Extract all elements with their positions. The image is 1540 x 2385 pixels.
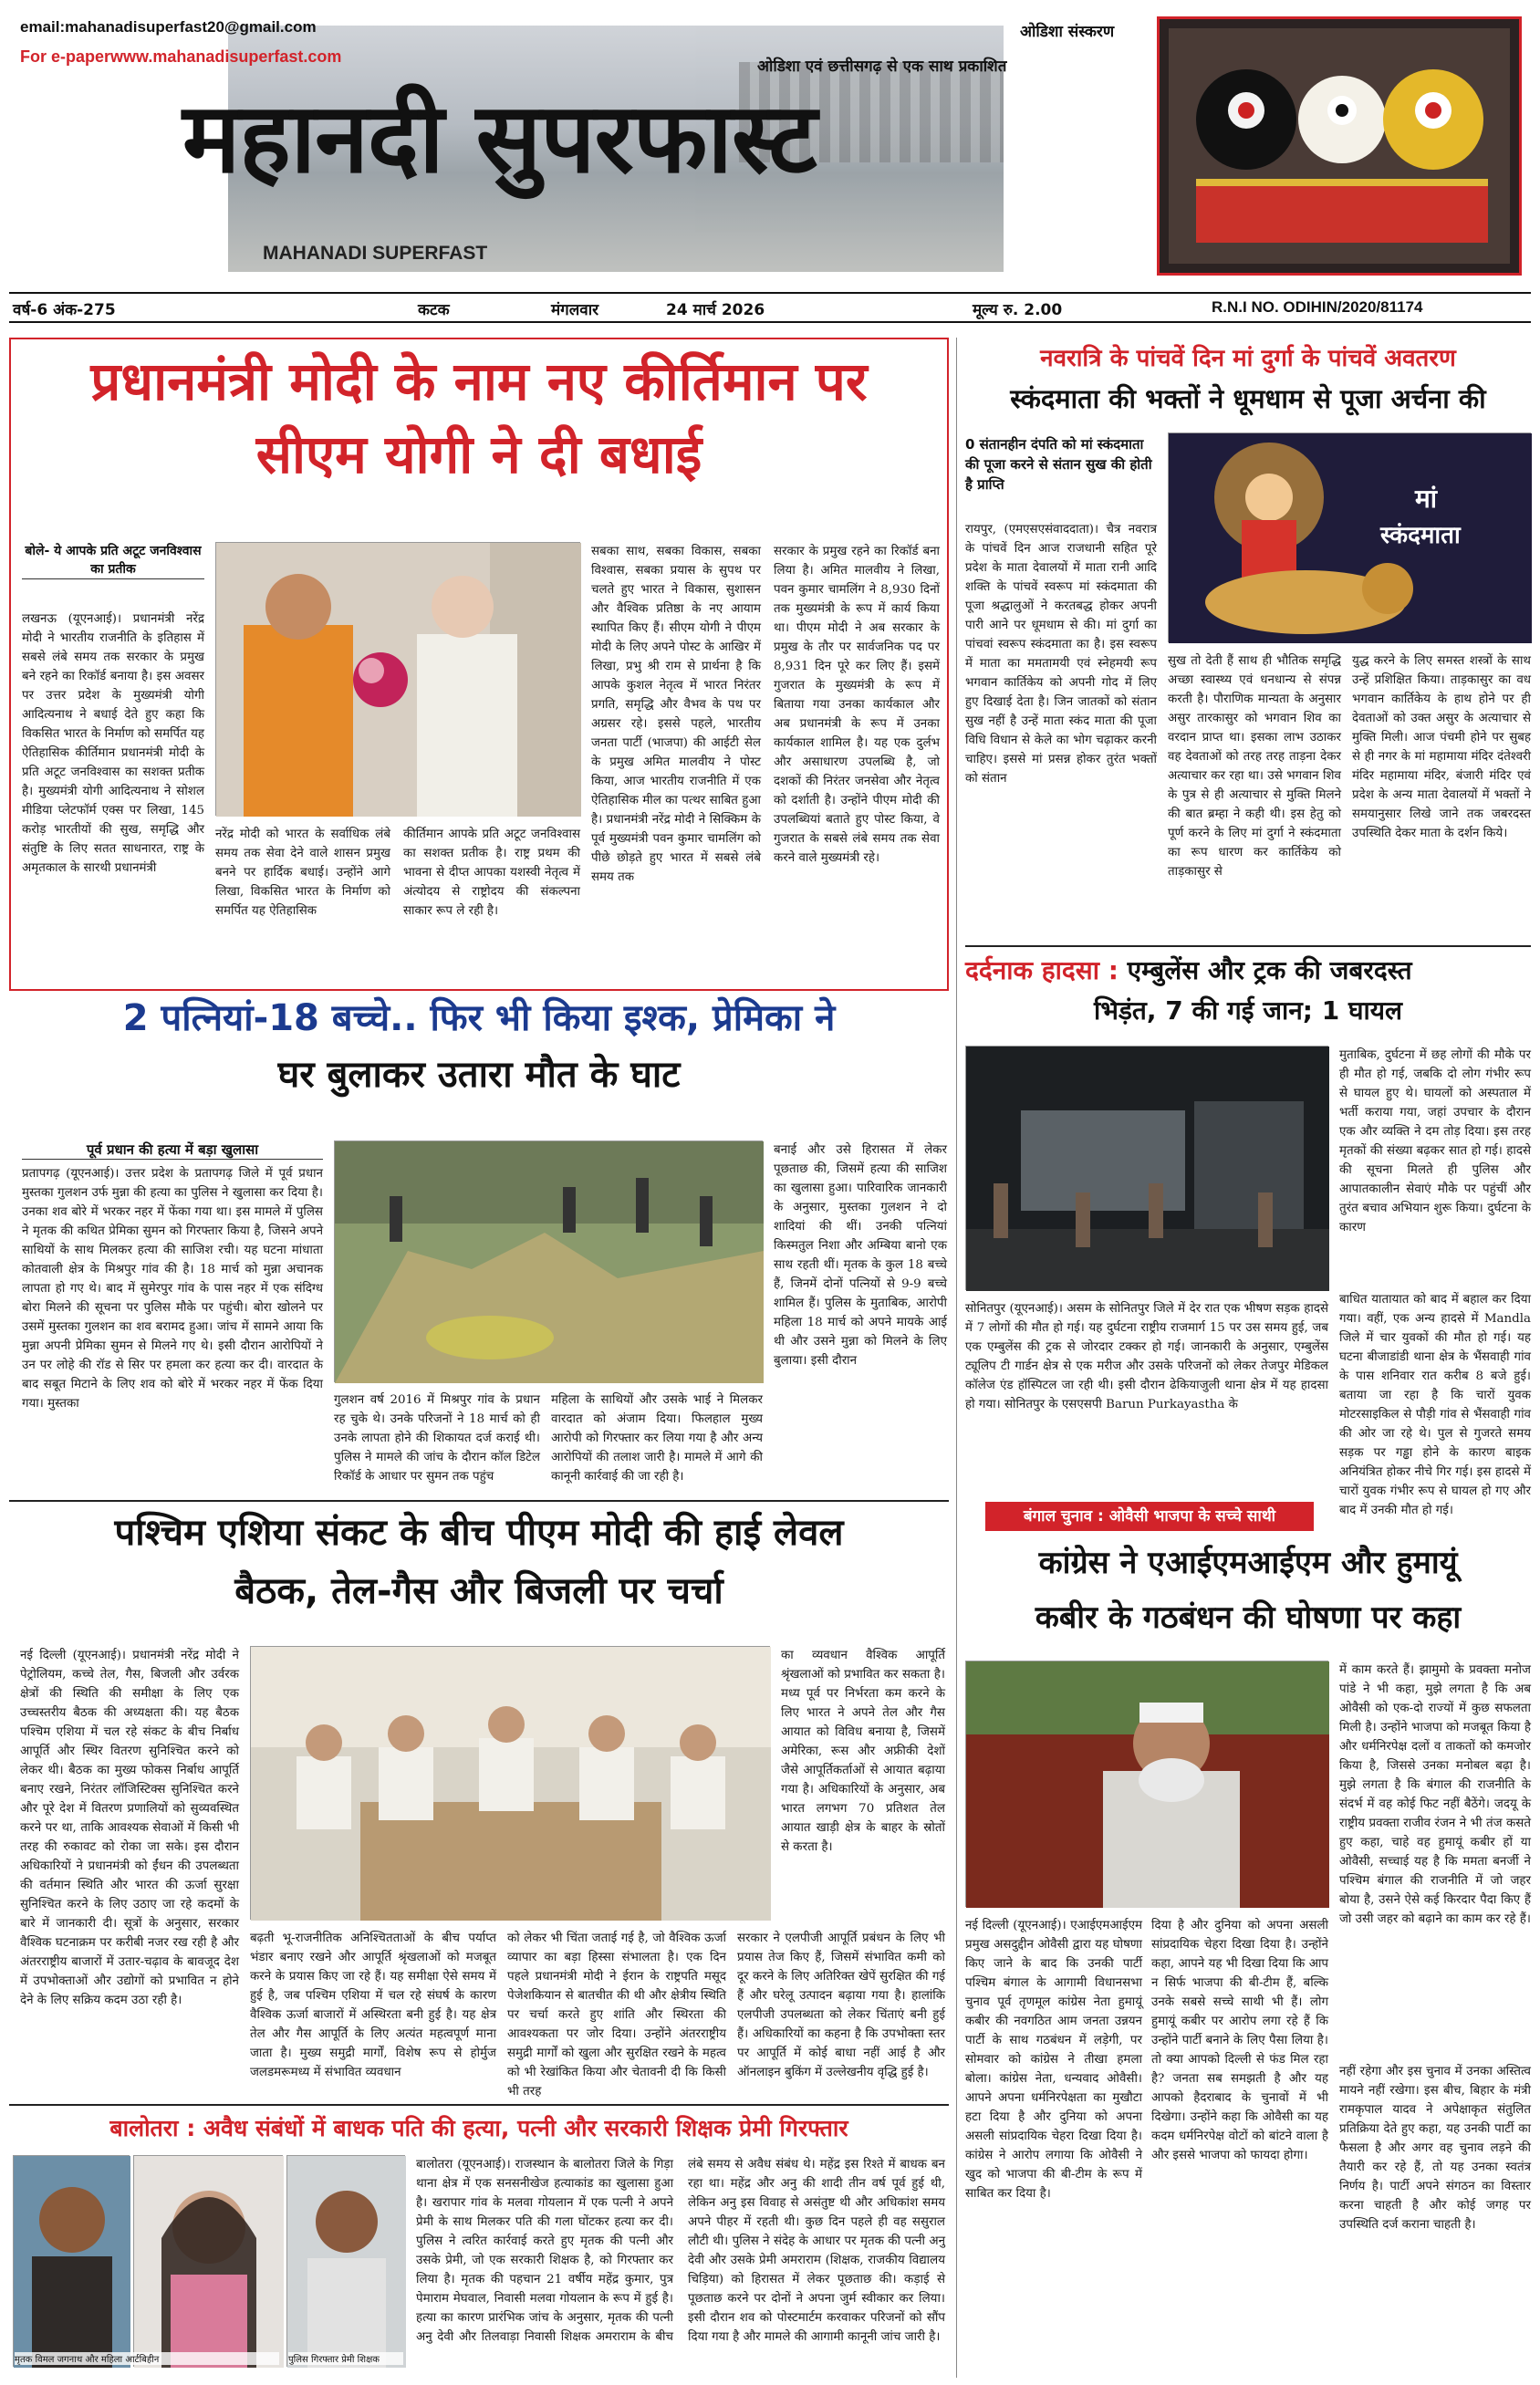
body-column: प्रतापगढ़ (यूएनआई)। उत्तर प्रदेश के प्रतापगढ़ जिले में पूर्व प्रधान मुस्तका गुलशन उर्फ मुन्ना की हत्या का पुलिस ने खुलासा कर दिया है। उनका शव बोरे में भरकर नहर में फेंका गया था। इस मामले में पुलिस ने मृतक की कथित प्रेमिका सुमन को गिरफ्तार किया है, जिसने अपने साथियों के साथ मिलकर हत्या की साजिश रची। यह घटना मांधाता कोतवाली क्षेत्र के मिश्रपुर गांव की है। 18 मार्च को मुन्ना अचानक लापता हो गए थे। बाद में सुमेरपुर गांव के पास नहर में एक संदिग्ध बोरा मिलने की सूचना पर पुलिस मौके पर पहुंची। बोरा खोलने पर उसमें मुस्तका गुलशन का शव बरामद हुआ। जांच में सामने आया कि मुन्ना अपनी प्रेमिका सुमन से मिलने गए थे। इसी दौरान आरोपियों ने उन पर लोहे की रॉड से सिर पर हमला कर हत्या कर दी। वारदात के बाद सबूत मिटाने के लिए शव को बोरे में भरकर नहर में फेंक दिया गया। मुस्तका [22,1167,323,1411]
image-caption: मां [1415,484,1437,514]
headline[interactable]: कांग्रेस ने एआईएमआईएम और हुमायूं [1038,1545,1458,1581]
column-divider [956,338,957,2378]
kicker: बोले- ये आपके प्रति अटूट जनविश्वास का प्रतीक [22,542,204,579]
body-column: रायपुर, (एमएसएसंवाददाता)। चैत्र नवरात्र के पांचवें दिन आज राजधानी सहित पूरे प्रदेश के माता देवालयों में माता रानी आदि शक्ति के पांचवें स्वरूप मां स्कंदमाता की पूजा श्रद्धालुओं ने करतबद्ध होकर अपनी पारी आने पर धूमधाम से की। मां दुर्गा का पांचवां स्वरूप स्कंदमाता का है। इस स्वरूप में माता का ममतामयी एवं स्नेहमयी रूप भगवान कार्तिकेय को अपनी गोद में लिए हुए दिखाई देता है। जिन जातकों को संतान सुख नहीं है उन्हें माता स्कंद माता की पूजा विधि विधान से केले का भोग चढ़ाकर करनी चाहिए। इससे मां प्रसन्न होकर तुरंत भक्तों को संतान [965,523,1157,786]
masthead [0,0,1540,319]
divider [965,945,1531,947]
image-caption: स्कंदमाता [1380,522,1461,549]
divider [9,2104,949,2106]
year-issue: वर्ष-6 अंक-275 [13,301,116,319]
masthead-published-in: ओडिशा एवं छत्तीसगढ़ से एक साथ प्रकाशित [757,57,1007,76]
masthead-jagannath-image [1157,16,1522,276]
body-column: महिला के साथियों और उसके भाई ने मिलकर वारदात को अंजाम दिया। फिलहाल मुख्य आरोपी को गिरफ्तार कर लिया गया है और अन्य आरोपियों की तलाश जारी है। मामले में आगे की कानूनी कार्रवाई की जा रही है। [551,1393,763,1484]
body-column: नरेंद्र मोदी को भारत के सर्वाधिक लंबे समय तक सेवा देने वाले शासन प्रमुख बनने पर हार्दिक बधाई। उन्होंने आगे लिखा, विकसित भारत के निर्माण को समर्पित यह ऐतिहासिक [215,828,390,918]
headline[interactable] [965,954,1531,987]
photo-owaisi [965,1661,1328,1907]
body-column: सोनितपुर (यूएनआई)। असम के सोनितपुर जिले में देर रात एक भीषण सड़क हादसे में 7 लोगों की मौत हो गई। यह दुर्घटना राष्ट्रीय राजमार्ग 15 पर उस समय हुई, जब एक एम्बुलेंस की ट्रक से जोरदार टक्कर हो गई। जानकारी के अनुसार, एम्बुलेंस ट्यूलिप टी गार्डन क्षेत्र से एक मरीज और उसके परिजनों को लेकर तेजपुर मेडिकल कॉलेज एंड हॉस्पिटल जा रही थी। इसी दौरान ढेकियाजुली थाना क्षेत्र में यह हादसा हो गया। सोनितपुर के एसएसपी Barun Purkayastha के [965,1302,1328,1411]
body-column: सुख तो देती हैं साथ ही भौतिक समृद्धि अच्छा स्वास्थ्य एवं धनधान्य से संपन्न करती है। पौराणिक मान्यता के अनुसार असुर तारकासुर को भगवान शिव का वरदान प्राप्त था। इसका लाभ उठाकर वह देवताओं को तरह तरह ताड़ना देकर अत्याचार कर रहा था। उसे भगवान शिव के पुत्र से ही अत्याचार से मुक्ति मिलने की बात ब्रम्हा ने कही थी। इस हेतु को पूर्ण करने के लिए मां दुर्गा ने स्कंदमाता का रूप धारण कर कार्तिकेय को ताड़कासुर से [1168,654,1341,879]
headline[interactable]: पश्चिम एशिया संकट के बीच पीएम मोदी की हाई लेवल [114,1512,844,1554]
body-column: का व्यवधान वैश्विक आपूर्ति श्रृंखलाओं को प्रभावित कर सकता है। मध्य पूर्व पर निर्भरता कम करने के लिए भारत ने अपने तेल और गैस आयात को विविध बनाया है, जिसमें अमेरिका, रूस और अफ्रीकी देशों जैसे आपूर्तिकर्ताओं से आयात बढ़ाया गया है। अधिकारियों के अनुसार, अब भारत लगभग 70 प्रतिशत तेल आयात खाड़ी क्षेत्र के बाहर के स्रोतों से करता है। [781,1649,945,1854]
body-column: मुताबिक, दुर्घटना में छह लोगों की मौके पर ही मौत हो गई, जबकि दो लोग गंभीर रूप से घायल हुए थे। घायलों को अस्पताल में भर्ती कराया गया, जहां उपचार के दौरान एक और व्यक्ति ने दम तोड़ दिया। इस तरह मृतकों की संख्या बढ़कर सात हो गई। हादसे की सूचना मिलते ही पुलिस और आपातकालीन सेवाएं मौके पर पहुंचीं और तुरंत बचाव अभियान शुरू किया। दुर्घटना के कारण [1339,1048,1531,1234]
headline[interactable]: 2 पत्नियां-18 बच्चे.. फिर भी किया इश्क, प्रेमिका ने [122,997,836,1039]
headline[interactable]: बालोतरा : अवैध संबंधों में बाधक पति की हत्या, पत्नी और सरकारी शिक्षक प्रेमी गिरफ्तार [109,2115,848,2141]
masthead-infobar [9,292,1531,323]
body-column: नई दिल्ली (यूएनआई)। एआईएमआईएम प्रमुख असदुद्दीन ओवैसी द्वारा यह घोषणा किए जाने के बाद कि उनकी पार्टी पश्चिम बंगाल के आगामी विधानसभा चुनाव पूर्व तृणमूल कांग्रेस नेता हुमायूं कबीर की नवगठित आम जनता उन्नयन पार्टी के साथ गठबंधन में लड़ेगी, पर सोमवार को कांग्रेस ने तीखा हमला बोला। कांग्रेस नेता, धन्यवाद ओवैसी। आपने अपना धर्मनिरपेक्षता का मुखौटा हटा दिया है और दुनिया को अपना असली सांप्रदायिक चेहरा दिखा दिया है। कांग्रेस ने आरोप लगाया कि ओवैसी ने खुद को भाजपा की बी-टीम के रूप में साबित कर दिया है। [965,1919,1142,2201]
body-column: युद्ध करने के लिए समस्त शस्त्रों के साथ उन्हें प्रशिक्षित किया। ताड़कासुर का वध भगवान कार्तिकेय के हाथ होने पर ही देवताओं को उक्त असुर के अत्याचार से मुक्ति मिली। आज पंचमी होने पर सुबह से ही नगर के मां महामाया मंदिर दंतेश्वरी मंदिर महामाया मंदिर, बंजारी मंदिर एवं प्रदेश के अन्य माता देवालयों में भक्तों ने समयानुसार लिखे जाने तक जबरदस्त उपस्थिति देकर माता के दर्शन किये। [1352,654,1531,840]
body-column: लखनऊ (यूएनआई)। प्रधानमंत्री नरेंद्र मोदी ने भारतीय राजनीति के इतिहास में सबसे लंबे समय तक सरकार के प्रमुख बने रहने का रिकॉर्ड बनाया है। इस अवसर पर उत्तर प्रदेश के मुख्यमंत्री योगी आदित्यनाथ ने बधाई देते हुए कहा कि विकसित भारत के निर्माण को समर्पित यह ऐतिहासिक कीर्तिमान प्रधानमंत्री मोदी के प्रति अटूट जनविश्वास का सशक्त प्रतीक है। मुख्यमंत्री योगी आदित्यनाथ ने सोशल मीडिया प्लेटफॉर्म एक्स पर लिखा, 145 करोड़ भारतीयों की सुख, समृद्धि और संतुष्टि के लिए सतत साधनारत, राष्ट्र के अमृतकाल के सारथी प्रधानमंत्री [22,612,204,875]
body-column: कीर्तिमान आपके प्रति अटूट जनविश्वास का सशक्त प्रतीक है। राष्ट्र प्रथम की भावना से दीप्त आपका यशस्वी नेतृत्व में अंत्योदय से राष्ट्रोदय की संकल्पना साकार रूप ले रही है। [403,828,580,918]
price: मूल्य रु. 2.00 [973,301,1063,319]
photo-crime-scene [334,1140,763,1382]
masthead-title-english: MAHANADI SUPERFAST [263,243,488,264]
story-bengal [965,1500,1531,2376]
masthead-email: email:mahanadisuperfast20@gmail.com [20,18,317,36]
story-balotra [9,2104,949,2374]
headline-line-2[interactable]: बैठक, तेल-गैस और बिजली पर चर्चा [234,1570,723,1612]
body-column: बनाई और उसे हिरासत में लेकर पूछताछ की, जिसमें हत्या की साजिश का खुलासा हुआ। पारिवारिक जानकारी के अनुसार, मुस्तका गुलशन ने दो शादियां की थीं। उनकी पत्नियां किस्मतुल निशा और अम्बिया बानो एक साथ रहती थीं। मृतक के कुल 18 बच्चे हैं, जिनमें दोनों पत्नियों से 9-9 बच्चे शामिल हैं। पुलिस के मुताबिक, आरोपी महिला 18 मार्च को अपने मायके आई थी और उसने मुन्ना को मिलने के लिए बुलाया। इसी दौरान [774,1143,947,1368]
headline-line-2[interactable]: घर बुलाकर उतारा मौत के घाट [277,1054,681,1096]
headline-line-2[interactable]: स्कंदमाता की भक्तों ने धूमधाम से पूजा अर्चना की [1010,383,1486,414]
kicker: 0 संतानहीन दंपति को मां स्कंदमाता की पूजा करने से संतान सुख की होती है प्राप्ति [965,436,1152,493]
story-navratri [965,338,1531,940]
masthead-edition: ओडिशा संस्करण [1020,23,1115,41]
body-column: सरकार के प्रमुख रहने का रिकॉर्ड बना लिया है। अमित मालवीय ने लिखा, पवन कुमार चामलिंग ने 8,930 दिनों तक मुख्यमंत्री के रूप में कार्य किया था। पीएम मोदी ने अब सरकार के प्रमुख के तौर पर सार्वजनिक पद पर 8,931 दिन पूरे कर लिए हैं। इसमें गुजरात के मुख्यमंत्री के रूप में बिताया गया उनका कार्यकाल और अब प्रधानमंत्री के रूप में उनका कार्यकाल शामिल है। यह एक दुर्लभ और असाधारण उपलब्धि है, जो दशकों की निरंतर जनसेवा और नेतृत्व को दर्शाती है। उन्होंने पीएम मोदी की उपलब्धियां बताते हुए पोस्ट किया, वे गुजरात के सबसे लंबे समय तक सेवा करने वाले मुख्यमंत्री रहे। [774,545,940,865]
story-modi-record [9,338,949,991]
headline-line-2[interactable]: भिड़ंत, 7 की गई जान; 1 घायल [1093,995,1403,1026]
body-column: बाधित यातायात को बाद में बहाल कर दिया गया। वहीं, एक अन्य हादसे में Mandla जिले में चार युवकों की मौत हो गई। यह घटना बीजाडांडी थाना क्षेत्र के भैंसवाही गांव के पास शनिवार रात करीब 8 बजे हुई। बताया जा रहा है कि चारों युवक मोटरसाइकिल से पौड़ी गांव से भैंसवाही गांव की ओर जा रहे थे। पुल से गुजरते समय सड़क पर गड्ढा होने के कारण बाइक अनियंत्रित होकर नीचे गिर गई। इस हादसे में चारों युवक गंभीर रूप से घायल हो गए और बाद में उनकी मौत हो गई। [1339,1293,1531,1517]
masthead-title: महानदी सुपरफास्ट [182,82,817,194]
body-column: गुलशन वर्ष 2016 में मिश्रपुर गांव के प्रधान रह चुके थे। उनके परिजनों ने 18 मार्च को ही उनके लापता होने की शिकायत दर्ज कराई थी। पुलिस ने मामले की जांच के दौरान कॉल डिटेल रिकॉर्ड के आधार पर सुमन तक पहुंच [334,1393,540,1484]
body-column: बढ़ती भू-राजनीतिक अनिश्चितताओं के बीच पर्याप्त भंडार बनाए रखने और आपूर्ति श्रृंखलाओं को मजबूत करने के प्रयास किए जा रहे हैं। यह समीक्षा ऐसे समय में हुई है, जब पश्चिम एशिया में चल रहे संघर्ष के कारण वैश्विक ऊर्जा बाजारों में अस्थिरता बनी हुई है। यह क्षेत्र तेल और गैस आपूर्ति के लिए अत्यंत महत्वपूर्ण माना जाता है। मुख्य समुद्री मार्गों, विशेष रूप से होर्मुज जलडमरूमध्य में संभावित व्यवधान [250,1932,496,2079]
headline[interactable]: प्रधानमंत्री मोदी के नाम नए कीर्तिमान पर [90,350,868,412]
photo-caption: मृतक विमल जगनाथ और महिला आर्टबिहीन [15,2352,279,2365]
body-column: में काम करते हैं। झामुमो के प्रवक्ता मनोज पांडे ने भी कहा, मुझे लगता है कि अब ओवैसी को एक-दो राज्यों में कुछ सफलता मिली है। उन्होंने भाजपा को मजबूत किया है और धर्मनिरपेक्ष दलों व ताकतों को कमजोर किया है, जिससे उनका मनोबल बढ़ा है। मुझे लगता है कि बंगाल की राजनीति के संदर्भ में वह कोई फिट नहीं बैठेंगे। जदयू के राष्ट्रीय प्रवक्ता राजीव रंजन ने भी तंज कसते हुए कहा, चाहे वह हुमायूं कबीर हों या ओवैसी, सच्चाई यह है कि ममता बनर्जी ने पश्चिम बंगाल की राजनीति में जो जहर बोया है, उसने ऐसे कई किरदार पैदा किए हैं जो उसी जहर को बढ़ाने का काम कर रहे हैं। [1339,1663,1531,1926]
headline-line-2[interactable]: कबीर के गठबंधन की घोषणा पर कहा [1035,1599,1462,1636]
headline-text: एम्बुलेंस और ट्रक की जबरदस्त [1127,955,1412,985]
divider [9,1500,949,1502]
photo-teacher [286,2155,405,2367]
body-column: दिया है और दुनिया को अपना असली सांप्रदायिक चेहरा दिखा दिया है। उन्होंने कहा, आपने यह भी दिखा दिया कि आप न सिर्फ भाजपा की बी-टीम हैं, बल्कि उनके सबसे सच्चे साथी भी हैं। लोग हुमायूं कबीर पर आरोप लगा रहे हैं कि उन्होंने पार्टी बनाने के लिए पैसा लिया है। तो क्या आपको दिल्ली से फंड मिल रहा है? जनता सब समझती है और यह आपको हैदराबाद के चुनावों में भी दिखेगा। उन्होंने कहा कि ओवैसी का यह कदम धर्मनिरपेक्ष वोटों को बांटने वाला है और इससे भाजपा को फायदा होगा। [1151,1919,1328,2162]
body-column: को लेकर भी चिंता जताई गई है, जो वैश्विक ऊर्जा व्यापार का बड़ा हिस्सा संभालता है। एक दिन पहले प्रधानमंत्री मोदी ने ईरान के राष्ट्रपति मसूद पेजेशकियान से बातचीत की थी और क्षेत्रीय स्थिति पर चर्चा करते हुए शांति और स्थिरता की आवश्यकता पर जोर दिया। उन्होंने अंतरराष्ट्रीय समुद्री मार्गों को खुला और सुरक्षित रखने के महत्व को भी रेखांकित किया और चेतावनी दी कि किसी भी तरह [507,1932,726,2099]
photo-victim [13,2155,130,2367]
kicker: पूर्व प्रधान की हत्या में बड़ा खुलासा [22,1140,323,1160]
body-column: नहीं रहेगा और इस चुनाव में उनका अस्तित्व मायने नहीं रखेगा। इस बीच, बिहार के मंत्री रामकृपाल यादव ने अपेक्षाकृत संतुलित प्रतिक्रिया देते हुए कहा, यह उनकी पार्टी का फैसला है और अगर वह चुनाव लड़ने की तैयारी कर रहे हैं, तो यह उनका स्वतंत्र निर्णय है। पार्टी अपने संगठन का विस्तार करना चाहती है और कोई जगह पर उपस्थिति दर्ज कराना चाहती है। [1339,2065,1531,2232]
photo-pm-meeting [250,1646,770,1920]
weekday: मंगलवार [551,301,599,319]
photo-yogi-modi [215,542,580,816]
body-column: बालोतरा (यूएनआई)। राजस्थान के बालोतरा जिले के गिड़ा थाना क्षेत्र में एक सनसनीखेज हत्याकांड का खुलासा हुआ है। खरापार गांव के मलवा गोयलान में एक पत्नी ने अपने प्रेमी के साथ मिलकर पति की गला घोंटकर हत्या कर दी। पुलिस ने त्वरित कार्रवाई करते हुए मृतक की पत्नी और उसके प्रेमी, जो एक सरकारी शिक्षक है, को गिरफ्तार कर लिया है। मृतक की पहचान 21 वर्षीय महेंद्र कुमार, पुत्र पेमाराम मेघवाल, निवासी मलवा गोयलान के रूप में हुई है। हत्या का कारण प्रारंभिक जांच के अनुसार, मृतक की पत्नी अनु देवी और तिलवाड़ा निवासी शिक्षक अमराराम के बीच लंबे समय से अवैध संबंध थे। महेंद्र इस रिश्ते में बाधक बन रहा था। महेंद्र और अनु की शादी तीन वर्ष पूर्व हुई थी, लेकिन अनु इस विवाह से असंतुष्ट थी और अधिकांश समय अपने पीहर में रहती थी। कुछ दिन पहले ही वह ससुराल लौटी थी। पुलिस ने संदेह के आधार पर मृतक की पत्नी अनु देवी और उसके प्रेमी अमराराम (शिक्षक, राजकीय विद्यालय चिड़िया) को हिरासत में लेकर पूछताछ की। कड़ाई से पूछताछ करने पर दोनों ने अपना जुर्म स्वीकार कर लिया। इसी दौरान शव को पोस्टमार्टम करवाकर परिजनों को सौंप दिया गया है और मामले की आगामी कानूनी जांच जारी है। [416,2158,945,2344]
story-pratapgarh [9,991,949,1493]
photo-skandamata [1168,432,1531,642]
photo-accident-scene [965,1046,1328,1290]
city: कटक [418,301,450,319]
masthead-epaper[interactable]: For e-paperwww.mahanadisuperfast.com [20,47,342,66]
photo-caption: पुलिस गिरफ्तार प्रेमी शिक्षक [288,2352,403,2365]
body-column: नई दिल्ली (यूएनआई)। प्रधानमंत्री नरेंद्र मोदी ने पेट्रोलियम, कच्चे तेल, गैस, बिजली और उर्वरक क्षेत्रों की स्थिति की समीक्षा के लिए एक उच्चस्तरीय बैठक की अध्यक्षता की। यह बैठक पश्चिम एशिया में चल रहे संकट के बीच निर्बाध आपूर्ति और स्थिर वितरण सुनिश्चित करने को लेकर थी। बैठक का मुख्य फोकस निर्बाध आपूर्ति बनाए रखने, निरंतर लॉजिस्टिक्स सुनिश्चित करने और पूरे देश में वितरण प्रणालियों को सुव्यवस्थित करने पर था, ताकि आवश्यक सेवाओं में किसी भी तरह की रुकावट को रोका जा सके। इस दौरान अधिकारियों ने प्रधानमंत्री को ईंधन की उपलब्धता की वर्तमान स्थिति और भारत की ऊर्जा सुरक्षा सुनिश्चित करने के लिए उठाए जा रहे कदमों के बारे में जानकारी दी। सूत्रों के अनुसार, सरकार वैश्विक घटनाक्रम पर करीबी नजर रख रही है और अंतरराष्ट्रीय बाजारों में उतार-चढ़ाव के बावजूद देश में उपभोक्ताओं और उद्योगों को प्रभावित न होने देने के लिए सक्रिय कदम उठा रही है। [20,1649,239,2007]
photo-wife [133,2155,283,2367]
section-label: बंगाल चुनाव : ओवैसी भाजपा के सच्चे साथी [985,1502,1314,1531]
story-westasia [9,1500,949,2102]
rni-number: R.N.I NO. ODIHIN/2020/81174 [1212,298,1423,316]
headline-line-2[interactable]: सीएम योगी ने दी बधाई [255,423,702,485]
headline-label: दर्दनाक हादसा : [965,955,1119,985]
body-column: सबका साथ, सबका विकास, सबका विश्वास, सबका प्रयास के सुपथ पर चलते हुए भारत ने विकास, सुशासन और वैश्विक प्रतिष्ठा के नए आयाम स्थापित किए हैं। सीएम योगी ने पीएम मोदी के लिए अपने पोस्ट के आखिर में लिखा, प्रभु श्री राम से प्रार्थना है कि आपके कुशल नेतृत्व में भारत निरंतर प्रगति, समृद्धि और वैभव के पथ पर अग्रसर रहे। इससे पहले, भारतीय जनता पार्टी (भाजपा) की आईटी सेल के प्रमुख अमित मालवीय ने पोस्ट किया, आज भारतीय राजनीति में एक ऐतिहासिक मील का पत्थर साबित हुआ है। प्रधानमंत्री नरेंद्र मोदी ने सिक्किम के पूर्व मुख्यमंत्री पवन कुमार चामलिंग को पीछे छोड़ते हुए भारत में सबसे लंबे समय तक [591,545,761,884]
headline[interactable]: नवरात्रि के पांचवें दिन मां दुर्गा के पांचवें अवतरण [1040,345,1456,372]
body-column: सरकार ने एलपीजी आपूर्ति प्रबंधन के लिए भी प्रयास तेज किए हैं, जिसमें संभावित कमी को दूर करने के लिए अतिरिक्त खेपें सुरक्षित की गई हैं और घरेलू उत्पादन बढ़ाया गया है। हालांकि एलपीजी उपलब्धता को लेकर चिंताएं बनी हुई हैं। अधिकारियों का कहना है कि उपभोक्ता स्तर पर आपूर्ति में कोई बाधा नहीं आई है और ऑनलाइन बुकिंग में उल्लेखनीय वृद्धि हुई है। [737,1932,945,2079]
date: 24 मार्च 2026 [666,301,765,319]
